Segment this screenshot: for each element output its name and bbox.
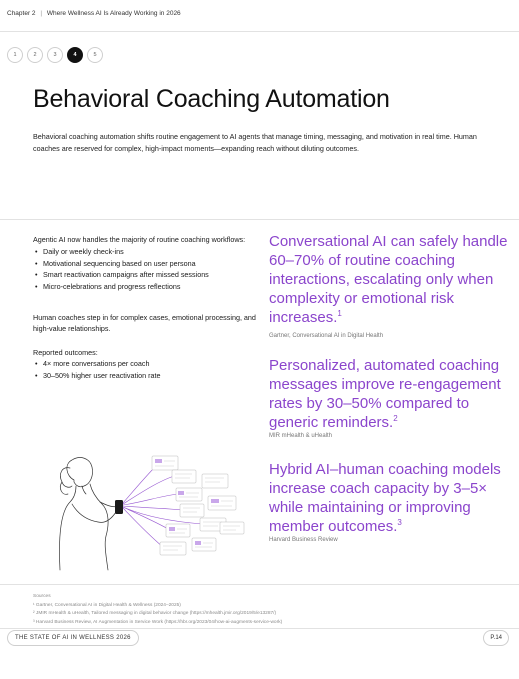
stat-text	[269, 356, 509, 432]
stat-text	[269, 460, 509, 536]
list-item: • 4× more conversations per coach	[33, 358, 258, 370]
stat-body: Hybrid AI–human coaching models increase coach capacity by 3–5× while maintaining or improving member outcomes.	[269, 461, 501, 535]
publication-badge: THE STATE OF AI IN WELLNESS 2026	[7, 630, 139, 646]
footnote-ref: 2	[393, 414, 398, 423]
stat-block	[269, 460, 509, 543]
footer-divider	[0, 628, 519, 629]
sources-list	[33, 593, 282, 627]
sources-divider	[0, 584, 519, 585]
page-button-1[interactable]: 1	[7, 47, 23, 63]
stat-source: Gartner, Conversational AI in Digital Health	[269, 333, 384, 339]
page-title: Behavioral Coaching Automation	[33, 85, 390, 113]
page-button-2[interactable]: 2	[27, 47, 43, 63]
page-button-5[interactable]: 5	[87, 47, 103, 63]
page-number-badge: P.14	[483, 630, 509, 646]
source-item[interactable]: ³ Harvard Business Review, AI Augmentation in Service Work (https://hbr.org/2023/04/how-ai-augments-service-work)	[33, 619, 283, 625]
right-column	[269, 232, 509, 543]
page-button-3[interactable]: 3	[47, 47, 63, 63]
page-pager	[7, 47, 103, 63]
breadcrumb	[7, 10, 181, 17]
left-column	[33, 234, 258, 381]
list-item: • 30–50% higher user reactivation rate	[33, 370, 258, 382]
chapter-label: Chapter 2	[7, 10, 36, 17]
stat-block	[269, 232, 509, 339]
list-item: • Smart reactivation campaigns after missed sessions	[33, 269, 258, 281]
intro-paragraph: Behavioral coaching automation shifts routine engagement to AI agents that manage timing, messaging, and motivation in real time. Human coaches are reserved for complex, high-impact moments—expanding reach without diluting outcomes.	[33, 132, 477, 153]
section-divider	[0, 219, 519, 220]
sources-label: Sources	[33, 594, 51, 599]
top-bar	[0, 0, 519, 32]
stat-source: Harvard Business Review	[269, 537, 338, 543]
section-label: Where Wellness AI Is Already Working in 2026	[46, 10, 181, 17]
outcomes-list	[33, 358, 258, 381]
source-item[interactable]: ² JMIR mHealth & uHealth, Tailored messaging in digital behavior change (https://mhealth.jmir.org/2019/5/e13287/)	[33, 611, 277, 616]
phone-messages-illustration	[52, 452, 252, 574]
list-item: • Motivational sequencing based on user persona	[33, 258, 258, 270]
list-item: • Daily or weekly check-ins	[33, 246, 258, 258]
stat-body: Conversational AI can safely handle 60–70% of routine coaching interactions, escalating only when complexity or emotional risk increases.	[269, 233, 508, 326]
outcomes-heading: Reported outcomes:	[33, 348, 98, 357]
stat-text	[269, 232, 509, 327]
agentic-list	[33, 246, 258, 292]
stat-source: MIR mHealth & uHealth	[269, 433, 333, 439]
page-button-4-active[interactable]: 4	[67, 47, 83, 63]
stat-block	[269, 356, 509, 439]
footnote-ref: 3	[397, 518, 402, 527]
source-item: ¹ Gartner, Conversational AI in Digital Health & Wellness (2024–2025)	[33, 602, 181, 608]
list-item: • Micro-celebrations and progress reflections	[33, 281, 258, 293]
stat-body: Personalized, automated coaching messages improve re-engagement rates by 30–50% compared to generic reminders.	[269, 357, 501, 431]
breadcrumb-separator: |	[40, 10, 43, 17]
agentic-heading: Agentic AI now handles the majority of routine coaching workflows:	[33, 235, 246, 244]
human-coaches-paragraph: Human coaches step in for complex cases, emotional processing, and high-value relationships.	[33, 313, 256, 333]
footnote-ref: 1	[337, 309, 342, 318]
